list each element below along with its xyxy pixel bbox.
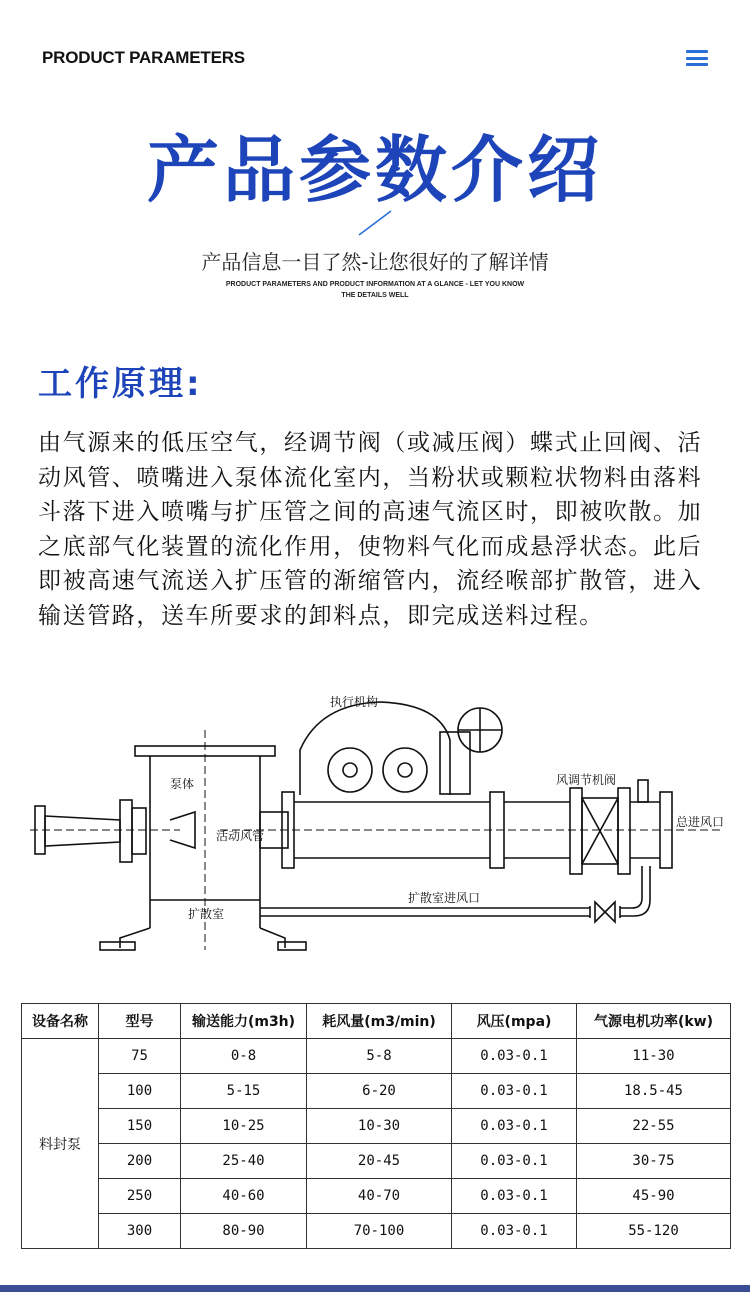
table-cell: 0.03-0.1 [452,1144,577,1179]
table-cell: 80-90 [181,1214,307,1249]
table-cell: 5-8 [307,1039,452,1074]
header-equipment-name: 设备名称 [22,1004,99,1039]
main-inlet-label: 总进风口 [676,815,725,829]
actuator-label: 执行机构 [330,695,379,709]
table-cell: 20-45 [307,1144,452,1179]
table-cell: 25-40 [181,1144,307,1179]
table-cell: 75 [99,1039,181,1074]
table-row [22,1074,731,1109]
table-cell: 150 [99,1109,181,1144]
movable-duct-label: 活动风管 [216,829,265,843]
header-air-consumption: 耗风量(m3/min) [307,1004,452,1039]
table-row [22,1214,731,1249]
subtitle: 产品信息一目了然-让您很好的了解详情 [201,250,549,274]
table-cell: 10-30 [307,1109,452,1144]
table-cell: 0.03-0.1 [452,1109,577,1144]
header-label: PRODUCT PARAMETERS [42,48,245,67]
header-air-pressure: 风压(mpa) [452,1004,577,1039]
header-motor-power: 气源电机功率(kw) [577,1004,731,1039]
pump-body-label: 泵体 [170,777,195,791]
table-cell: 100 [99,1074,181,1109]
table-cell: 45-90 [577,1179,731,1214]
equipment-name-cell: 料封泵 [22,1039,99,1249]
regulating-valve-label: 风调节机阀 [556,773,617,787]
header-capacity: 输送能力(m3h) [181,1004,307,1039]
table-cell: 250 [99,1179,181,1214]
table-cell: 0.03-0.1 [452,1179,577,1214]
table-row [22,1109,731,1144]
subtitle-english: PRODUCT PARAMETERS AND PRODUCT INFORMATION AT A GLANCE - LET YOU KNOW THE DETAILS WELL [225,281,525,299]
slash-divider-icon [358,210,392,236]
section-title: 工作原理: [38,364,203,404]
table-cell: 18.5-45 [577,1074,731,1109]
table-cell: 6-20 [307,1074,452,1109]
table-cell: 0.03-0.1 [452,1074,577,1109]
table-cell: 40-70 [307,1179,452,1214]
table-row [22,1039,731,1074]
hamburger-menu-icon[interactable] [686,50,708,66]
page-title: 产品参数介绍 [146,128,603,212]
table-cell: 0.03-0.1 [452,1214,577,1249]
diffusion-chamber-label: 扩散室 [188,907,225,921]
table-cell: 10-25 [181,1109,307,1144]
table-cell: 55-120 [577,1214,731,1249]
bottom-bar [0,1285,750,1292]
table-cell: 11-30 [577,1039,731,1074]
diffusion-inlet-label: 扩散室进风口 [408,891,481,905]
header-model: 型号 [99,1004,181,1039]
table-cell: 300 [99,1214,181,1249]
table-row [22,1179,731,1214]
table-cell: 5-15 [181,1074,307,1109]
pump-schematic-diagram [20,680,740,970]
table-header-row [22,1004,731,1039]
parameter-table [21,1003,731,1249]
table-cell: 0.03-0.1 [452,1039,577,1074]
table-cell: 30-75 [577,1144,731,1179]
table-row [22,1144,731,1179]
table-cell: 40-60 [181,1179,307,1214]
working-principle-text: 由气源来的低压空气，经调节阀（或减压阀）蝶式止回阀、活动风管、喷嘴进入泵体流化室内，当粉状或颗粒状物料由落料斗落下进入喷嘴与扩压管之间的高速气流区时，即被吹散。加之底部气化装置的流化作用，使物料气化而成悬浮状态。此后即被高速气流送入扩压管的渐缩管内，流经喉部扩散管，进入输送管路，送车所要求的卸料点，即完成送料过程。 [38,430,703,629]
table-cell: 200 [99,1144,181,1179]
table-cell: 70-100 [307,1214,452,1249]
table-cell: 22-55 [577,1109,731,1144]
table-cell: 0-8 [181,1039,307,1074]
